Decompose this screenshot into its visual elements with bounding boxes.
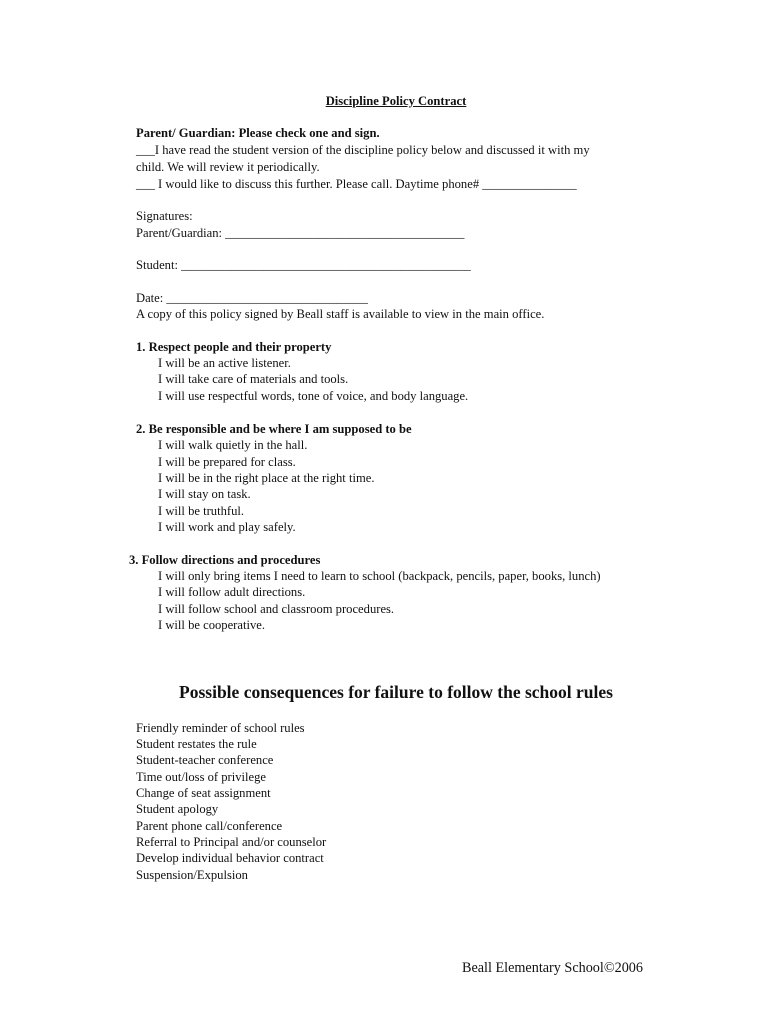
parent-signature-line: Parent/Guardian: ______________________________________ <box>136 226 465 240</box>
section-3-item: I will follow school and classroom procedures. <box>158 602 395 616</box>
consequence-item: Student apology <box>136 802 219 816</box>
consequence-item: Suspension/Expulsion <box>136 868 248 882</box>
consequence-item: Friendly reminder of school rules <box>136 721 305 735</box>
parent-instructions-heading: Parent/ Guardian: Please check one and sign. <box>136 126 380 140</box>
copy-note: A copy of this policy signed by Beall staff is available to view in the main office. <box>136 307 545 321</box>
signatures-label: Signatures: <box>136 209 193 223</box>
section-1-heading: 1. Respect people and their property <box>136 340 332 354</box>
section-2-heading: 2. Be responsible and be where I am supposed to be <box>136 422 412 436</box>
section-3-heading: 3. Follow directions and procedures <box>129 553 321 567</box>
date-line: Date: ________________________________ <box>136 291 368 305</box>
section-1-item: I will take care of materials and tools. <box>158 372 349 386</box>
section-2-item: I will work and play safely. <box>158 520 296 534</box>
section-2-item: I will walk quietly in the hall. <box>158 438 308 452</box>
section-2-item: I will be truthful. <box>158 504 245 518</box>
consequence-item: Develop individual behavior contract <box>136 851 324 865</box>
section-2-item: I will be in the right place at the right time. <box>158 471 375 485</box>
section-1-item: I will use respectful words, tone of voice, and body language. <box>158 389 469 403</box>
section-2-item: I will be prepared for class. <box>158 455 296 469</box>
option-discuss-further: ___ I would like to discuss this further. Please call. Daytime phone# _______________ <box>136 177 577 191</box>
consequence-item: Change of seat assignment <box>136 786 271 800</box>
footer-copyright: Beall Elementary School©2006 <box>462 960 643 976</box>
option-read-policy-line-1: ___I have read the student version of the discipline policy below and discussed it with my <box>136 143 590 157</box>
student-signature-line: Student: ______________________________________________ <box>136 258 471 272</box>
consequence-item: Time out/loss of privilege <box>136 770 267 784</box>
consequences-heading: Possible consequences for failure to follow the school rules <box>179 682 613 702</box>
section-1-item: I will be an active listener. <box>158 356 291 370</box>
consequence-item: Student-teacher conference <box>136 753 274 767</box>
consequence-item: Parent phone call/conference <box>136 819 283 833</box>
document-title: Discipline Policy Contract <box>325 94 467 108</box>
section-3-item: I will follow adult directions. <box>158 585 306 599</box>
option-read-policy-line-2: child. We will review it periodically. <box>136 160 320 174</box>
consequence-item: Referral to Principal and/or counselor <box>136 835 327 849</box>
section-3-item: I will be cooperative. <box>158 618 266 632</box>
section-3-item: I will only bring items I need to learn to school (backpack, pencils, paper, books, lunch) <box>158 569 601 583</box>
consequence-item: Student restates the rule <box>136 737 257 751</box>
section-2-item: I will stay on task. <box>158 487 251 501</box>
